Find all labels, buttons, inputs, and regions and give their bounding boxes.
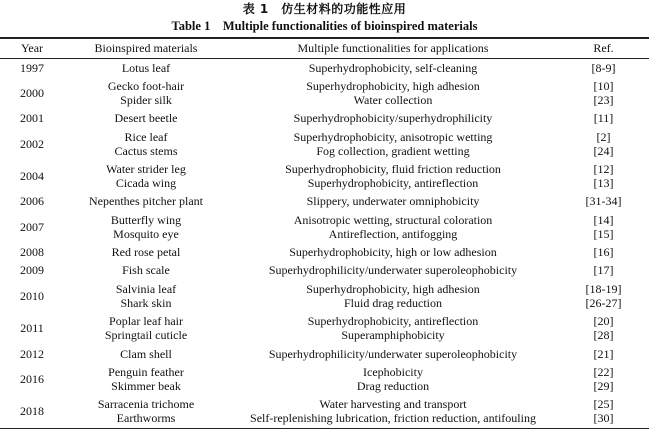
- cell-material: Springtail cuticle: [104, 328, 188, 343]
- table-row: [0, 279, 649, 312]
- table-bottom-rule: [0, 428, 649, 430]
- cell-ref-group: [558, 61, 649, 75]
- cell-ref: [10]: [593, 78, 614, 93]
- cell-material: Poplar leaf hair: [109, 314, 183, 329]
- table-row: [0, 109, 649, 127]
- cell-material: Earthworms: [116, 411, 176, 426]
- cell-function-group: [228, 162, 558, 190]
- cell-year: 2000: [20, 85, 44, 100]
- cell-function: Superhydrophobicity, high adhesion: [306, 78, 480, 93]
- cell-material-group: [64, 365, 228, 393]
- cell-function: Fog collection, gradient wetting: [316, 143, 470, 158]
- header-year: Year: [20, 41, 44, 55]
- header-materials: Bioinspired materials: [94, 41, 198, 55]
- table-row: [0, 261, 649, 279]
- cell-ref: [18-19]: [585, 281, 622, 296]
- cell-ref: [13]: [593, 176, 614, 191]
- cell-material: Spider silk: [120, 92, 172, 107]
- cell-function: Drag reduction: [356, 378, 430, 393]
- cell-ref-group: [558, 397, 649, 425]
- cell-ref: [17]: [593, 263, 614, 278]
- cell-ref: [21]: [593, 346, 614, 361]
- cell-material-group: [64, 130, 228, 158]
- cell-ref: [25]: [593, 397, 614, 412]
- cell-material-group: [64, 397, 228, 425]
- cell-year: 2001: [20, 111, 44, 126]
- cell-material: Rice leaf: [124, 129, 168, 144]
- cell-function: Icephobicity: [363, 364, 423, 379]
- cell-ref-group: [558, 263, 649, 277]
- cell-ref-group: [558, 79, 649, 107]
- cell-year: 2012: [20, 346, 44, 361]
- cell-material-group: [64, 162, 228, 190]
- cell-material-group: [64, 314, 228, 342]
- cell-ref: [22]: [593, 364, 614, 379]
- cell-ref: [20]: [593, 314, 614, 329]
- cell-ref-group: [558, 111, 649, 125]
- cell-function: Superhydrophobicity/superhydrophilicity: [293, 111, 493, 126]
- cell-function: Superhydrophobicity, antireflection: [307, 176, 479, 191]
- cell-ref: [29]: [593, 378, 614, 393]
- cell-material: Nepenthes pitcher plant: [89, 194, 203, 209]
- cell-function-group: [228, 347, 558, 361]
- cell-year: 2016: [20, 371, 44, 386]
- cell-year: 2006: [20, 194, 44, 209]
- cell-material: Cicada wing: [115, 176, 177, 191]
- table-row: [0, 127, 649, 160]
- cell-function: Anisotropic wetting, structural coloration: [293, 212, 493, 227]
- cell-material-group: [64, 263, 228, 277]
- cell-ref: [26-27]: [585, 295, 622, 310]
- cell-function: Antireflection, antifogging: [328, 226, 458, 241]
- cell-material-group: [64, 245, 228, 259]
- cell-function: Slippery, underwater omniphobicity: [306, 194, 480, 209]
- cell-year: 2004: [20, 169, 44, 184]
- cell-ref-group: [558, 314, 649, 342]
- cell-material: Penguin feather: [108, 364, 184, 379]
- cell-ref-group: [558, 245, 649, 259]
- table-row: [0, 192, 649, 210]
- cell-material: Skimmer beak: [111, 378, 181, 393]
- cell-material: Fish scale: [122, 263, 170, 278]
- cell-function: Superhydrophobicity, antireflection: [307, 314, 479, 329]
- cell-year: 2011: [20, 321, 44, 336]
- cell-material-group: [64, 111, 228, 125]
- cell-function-group: [228, 61, 558, 75]
- cell-material: Shark skin: [120, 295, 172, 310]
- cell-function: Superhydrophobicity, self-cleaning: [308, 60, 478, 75]
- cell-function: Superhydrophobicity, anisotropic wetting: [293, 129, 493, 144]
- table-body: [0, 59, 649, 428]
- cell-material: Water strider leg: [106, 162, 186, 177]
- table-row: [0, 363, 649, 396]
- cell-function-group: [228, 314, 558, 342]
- cell-year: 2018: [20, 404, 44, 419]
- cell-ref: [15]: [593, 226, 614, 241]
- cell-ref: [12]: [593, 162, 614, 177]
- cell-material: Sarracenia trichome: [97, 397, 195, 412]
- table-caption-english: Table 1 Multiple functionalities of bioinspired materials: [171, 19, 478, 33]
- cell-function: Superhydrophobicity, high adhesion: [306, 281, 480, 296]
- cell-function-group: [228, 130, 558, 158]
- cell-function: Superhydrophilicity/underwater superoleophobicity: [268, 263, 518, 278]
- cell-material: Lotus leaf: [121, 60, 171, 75]
- cell-material: Clam shell: [120, 346, 172, 361]
- cell-function-group: [228, 282, 558, 310]
- cell-function: Self-replenishing lubrication, friction reduction, antifouling: [250, 411, 536, 426]
- cell-year: 1997: [20, 60, 44, 75]
- cell-function: Superhydrophobicity, high or low adhesion: [289, 245, 497, 260]
- cell-material: Butterfly wing: [110, 212, 182, 227]
- table-row: [0, 243, 649, 261]
- cell-material: Mosquito eye: [113, 226, 179, 241]
- cell-function: Water collection: [353, 92, 433, 107]
- cell-material: Desert beetle: [114, 111, 178, 126]
- cell-ref: [14]: [593, 212, 614, 227]
- cell-material-group: [64, 347, 228, 361]
- cell-ref: [8-9]: [591, 60, 616, 75]
- cell-year: 2007: [20, 219, 44, 234]
- cell-ref-group: [558, 282, 649, 310]
- cell-material-group: [64, 61, 228, 75]
- header-functions: Multiple functionalities for applications: [297, 41, 489, 55]
- table-header-row: [0, 39, 649, 58]
- cell-ref: [23]: [593, 92, 614, 107]
- cell-ref: [31-34]: [585, 194, 622, 209]
- cell-ref-group: [558, 347, 649, 361]
- cell-material: Red rose petal: [111, 245, 181, 260]
- cell-material: Gecko foot-hair: [107, 78, 185, 93]
- table-row: [0, 211, 649, 244]
- cell-year: 2002: [20, 136, 44, 151]
- cell-ref: [2]: [596, 129, 611, 144]
- cell-ref: [28]: [593, 328, 614, 343]
- cell-function: Superhydrophobicity, fluid friction reduction: [285, 162, 501, 177]
- cell-ref-group: [558, 162, 649, 190]
- table-row: [0, 77, 649, 110]
- cell-ref-group: [558, 130, 649, 158]
- cell-function-group: [228, 194, 558, 208]
- cell-ref-group: [558, 365, 649, 393]
- cell-ref: [24]: [593, 143, 614, 158]
- cell-material-group: [64, 213, 228, 241]
- cell-function-group: [228, 365, 558, 393]
- cell-year: 2008: [20, 245, 44, 260]
- cell-function-group: [228, 111, 558, 125]
- header-ref: Ref.: [593, 41, 614, 55]
- cell-material-group: [64, 194, 228, 208]
- cell-ref: [11]: [593, 111, 614, 126]
- cell-ref: [16]: [593, 245, 614, 260]
- cell-year: 2009: [20, 263, 44, 278]
- cell-function: Superhydrophilicity/underwater superoleophobicity: [268, 346, 518, 361]
- cell-material: Salvinia leaf: [115, 281, 177, 296]
- table-row: [0, 344, 649, 362]
- cell-ref-group: [558, 194, 649, 208]
- cell-function-group: [228, 263, 558, 277]
- cell-material: Cactus stems: [114, 143, 178, 158]
- cell-function: Superamphiphobicity: [341, 328, 445, 343]
- table-caption-chinese: 表 1 仿生材料的功能性应用: [242, 2, 407, 16]
- table-row: [0, 395, 649, 428]
- cell-ref: [30]: [593, 411, 614, 426]
- cell-function: Water harvesting and transport: [319, 397, 467, 412]
- cell-function: Fluid drag reduction: [344, 295, 442, 310]
- cell-material-group: [64, 282, 228, 310]
- cell-function-group: [228, 213, 558, 241]
- cell-function-group: [228, 245, 558, 259]
- table-row: [0, 160, 649, 193]
- cell-function-group: [228, 397, 558, 425]
- cell-function-group: [228, 79, 558, 107]
- table-row: [0, 312, 649, 345]
- cell-year: 2010: [20, 288, 44, 303]
- cell-ref-group: [558, 213, 649, 241]
- functionalities-table: [0, 37, 649, 429]
- table-row: [0, 59, 649, 77]
- cell-material-group: [64, 79, 228, 107]
